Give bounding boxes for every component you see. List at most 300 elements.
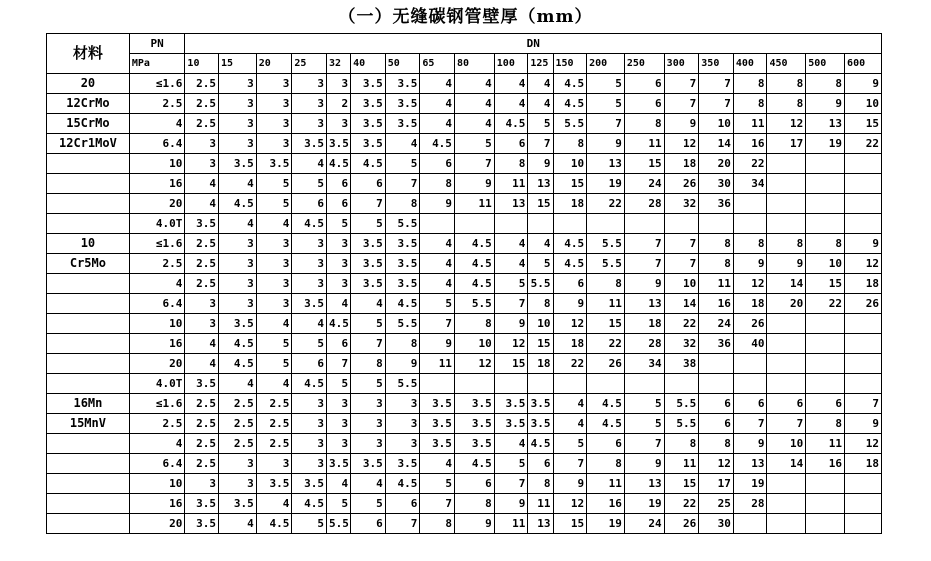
thickness-cell: 7 (494, 474, 528, 494)
thickness-cell: 3 (385, 414, 420, 434)
table-row (47, 254, 882, 274)
thickness-cell: 9 (553, 474, 587, 494)
pn-cell: 20 (129, 514, 185, 534)
thickness-cell: 4.5 (292, 374, 327, 394)
pn-cell: 4 (129, 434, 185, 454)
dn-size-cell: 80 (454, 54, 494, 74)
thickness-cell (664, 214, 699, 234)
thickness-cell: 9 (845, 234, 882, 254)
thickness-cell: 9 (733, 254, 767, 274)
thickness-cell: 3.5 (385, 234, 420, 254)
thickness-cell: 17 (699, 474, 734, 494)
thickness-cell (664, 374, 699, 394)
thickness-cell (767, 194, 806, 214)
thickness-cell (806, 474, 845, 494)
thickness-cell (733, 374, 767, 394)
thickness-cell: 40 (733, 334, 767, 354)
thickness-cell: 15 (587, 314, 625, 334)
thickness-cell: 3 (351, 414, 386, 434)
thickness-cell: 16 (699, 294, 734, 314)
material-cell (47, 514, 130, 534)
pn-cell: ≤1.6 (129, 394, 185, 414)
thickness-cell: 5 (351, 314, 386, 334)
thickness-cell: 18 (845, 274, 882, 294)
pn-cell: 16 (129, 174, 185, 194)
thickness-cell (767, 174, 806, 194)
thickness-cell: 2.5 (185, 414, 219, 434)
thickness-cell: 5.5 (385, 374, 420, 394)
thickness-cell: 9 (553, 294, 587, 314)
thickness-cell: 8 (587, 454, 625, 474)
thickness-cell: 16 (587, 494, 625, 514)
thickness-cell: 15 (624, 154, 664, 174)
thickness-cell: 18 (528, 354, 553, 374)
thickness-cell (454, 214, 494, 234)
thickness-cell: 6 (454, 474, 494, 494)
thickness-cell: 2.5 (185, 94, 219, 114)
thickness-cell (806, 314, 845, 334)
thickness-cell: 12 (494, 334, 528, 354)
thickness-cell (733, 214, 767, 234)
thickness-cell: 7 (420, 494, 455, 514)
thickness-cell: 17 (767, 134, 806, 154)
thickness-cell: 8 (664, 434, 699, 454)
thickness-cell: 5 (528, 254, 553, 274)
thickness-cell: 8 (699, 434, 734, 454)
thickness-cell: 3 (256, 94, 292, 114)
thickness-cell: 6 (733, 394, 767, 414)
thickness-cell: 7 (385, 514, 420, 534)
thickness-cell: 8 (699, 234, 734, 254)
thickness-cell (767, 494, 806, 514)
thickness-cell: 3 (292, 454, 327, 474)
thickness-cell: 3.5 (218, 314, 256, 334)
thickness-cell: 30 (699, 514, 734, 534)
pn-cell: 4 (129, 274, 185, 294)
wall-thickness-table (46, 33, 882, 534)
thickness-cell (806, 514, 845, 534)
thickness-cell: 5 (351, 214, 386, 234)
thickness-cell: 15 (845, 114, 882, 134)
thickness-cell: 5 (494, 454, 528, 474)
thickness-cell: 10 (528, 314, 553, 334)
pn-cell: 4.0T (129, 374, 185, 394)
thickness-cell: 4 (494, 94, 528, 114)
thickness-cell: 13 (733, 454, 767, 474)
dn-size-cell: 25 (292, 54, 327, 74)
thickness-cell: 14 (767, 274, 806, 294)
thickness-cell: 5 (256, 194, 292, 214)
thickness-cell: 25 (699, 494, 734, 514)
thickness-cell: 9 (767, 254, 806, 274)
thickness-cell: 5.5 (664, 414, 699, 434)
thickness-cell: 22 (587, 194, 625, 214)
thickness-cell: 26 (664, 514, 699, 534)
thickness-cell: 9 (733, 434, 767, 454)
thickness-cell: 5 (351, 374, 386, 394)
thickness-cell: 6 (420, 154, 455, 174)
thickness-cell: 3.5 (420, 394, 455, 414)
thickness-cell: 4 (385, 134, 420, 154)
thickness-cell: 20 (699, 154, 734, 174)
thickness-cell: 3.5 (185, 514, 219, 534)
pn-cell: 2.5 (129, 94, 185, 114)
thickness-cell: 28 (733, 494, 767, 514)
thickness-cell: 15 (528, 334, 553, 354)
thickness-cell: 3 (327, 114, 351, 134)
pn-cell: 10 (129, 314, 185, 334)
thickness-cell: 15 (494, 354, 528, 374)
dn-size-cell: 200 (587, 54, 625, 74)
thickness-cell: 4 (256, 314, 292, 334)
pn-cell: 4.0T (129, 214, 185, 234)
thickness-cell: 3 (218, 274, 256, 294)
thickness-cell: 4 (218, 374, 256, 394)
thickness-cell: 3.5 (385, 114, 420, 134)
material-cell (47, 274, 130, 294)
thickness-cell (767, 474, 806, 494)
dn-size-cell: 400 (733, 54, 767, 74)
thickness-cell: 12 (553, 494, 587, 514)
thickness-cell: 3 (256, 294, 292, 314)
thickness-cell: 9 (806, 94, 845, 114)
thickness-cell: 5 (420, 474, 455, 494)
pn-cell: ≤1.6 (129, 234, 185, 254)
thickness-cell: 5.5 (327, 514, 351, 534)
thickness-cell: 10 (553, 154, 587, 174)
material-cell (47, 474, 130, 494)
thickness-cell (767, 354, 806, 374)
dn-size-cell: 450 (767, 54, 806, 74)
dn-header: DN (185, 34, 882, 54)
thickness-cell: 3 (385, 394, 420, 414)
thickness-cell: 6 (494, 134, 528, 154)
thickness-cell: 3 (218, 454, 256, 474)
thickness-cell: 5.5 (553, 114, 587, 134)
thickness-cell: 28 (624, 194, 664, 214)
pn-unit: MPa (129, 54, 185, 74)
thickness-cell: 13 (494, 194, 528, 214)
thickness-cell: 6 (624, 74, 664, 94)
thickness-cell: 4 (185, 334, 219, 354)
thickness-cell: 4 (292, 154, 327, 174)
thickness-cell: 4.5 (292, 214, 327, 234)
material-cell: 16Mn (47, 394, 130, 414)
thickness-cell: 6 (553, 274, 587, 294)
thickness-cell (624, 374, 664, 394)
thickness-cell: 36 (699, 334, 734, 354)
thickness-cell: 11 (454, 194, 494, 214)
thickness-cell (845, 514, 882, 534)
thickness-cell: 18 (553, 194, 587, 214)
thickness-cell: 9 (420, 334, 455, 354)
thickness-cell: 3.5 (351, 274, 386, 294)
thickness-cell (845, 214, 882, 234)
thickness-cell: 24 (624, 514, 664, 534)
thickness-cell: 19 (733, 474, 767, 494)
thickness-cell: 4.5 (454, 234, 494, 254)
thickness-cell: 12 (454, 354, 494, 374)
thickness-cell: 2.5 (185, 74, 219, 94)
thickness-cell: 7 (664, 254, 699, 274)
thickness-cell: 3.5 (256, 154, 292, 174)
thickness-cell: 15 (553, 174, 587, 194)
thickness-cell: 18 (733, 294, 767, 314)
page-title: （一）无缝碳钢管壁厚（mm） (338, 7, 593, 27)
thickness-cell: 10 (664, 274, 699, 294)
thickness-cell: 18 (624, 314, 664, 334)
thickness-cell: 7 (845, 394, 882, 414)
thickness-cell: 6 (327, 174, 351, 194)
pn-cell: 16 (129, 334, 185, 354)
thickness-cell: 10 (845, 94, 882, 114)
thickness-cell (699, 374, 734, 394)
thickness-cell: 9 (624, 274, 664, 294)
table-row (47, 154, 882, 174)
thickness-cell (806, 154, 845, 174)
thickness-cell: 3 (327, 234, 351, 254)
thickness-cell: 2 (327, 94, 351, 114)
thickness-cell: 5.5 (385, 214, 420, 234)
thickness-cell: 3.5 (494, 414, 528, 434)
thickness-cell: 5 (624, 394, 664, 414)
thickness-cell: 9 (494, 494, 528, 514)
thickness-cell: 9 (624, 454, 664, 474)
thickness-cell: 4.5 (587, 394, 625, 414)
thickness-cell: 5 (256, 334, 292, 354)
thickness-cell: 6 (767, 394, 806, 414)
thickness-cell: 8 (528, 294, 553, 314)
thickness-cell: 11 (733, 114, 767, 134)
thickness-cell: 3 (185, 314, 219, 334)
thickness-cell: 10 (806, 254, 845, 274)
thickness-cell: 4.5 (454, 454, 494, 474)
thickness-cell: 7 (528, 134, 553, 154)
thickness-cell: 11 (664, 454, 699, 474)
thickness-cell: 4 (420, 234, 455, 254)
thickness-cell: 15 (806, 274, 845, 294)
table-row (47, 434, 882, 454)
thickness-cell: 13 (624, 294, 664, 314)
thickness-cell: 18 (845, 454, 882, 474)
thickness-cell: 4 (185, 174, 219, 194)
thickness-cell: 3 (218, 474, 256, 494)
thickness-cell: 3 (351, 394, 386, 414)
thickness-cell: 8 (767, 94, 806, 114)
thickness-cell: 3.5 (420, 414, 455, 434)
material-cell: 15MnV (47, 414, 130, 434)
thickness-cell: 7 (699, 74, 734, 94)
dn-size-cell: 300 (664, 54, 699, 74)
table-row (47, 174, 882, 194)
thickness-cell: 19 (587, 174, 625, 194)
thickness-cell: 4.5 (553, 74, 587, 94)
thickness-cell: 4.5 (218, 354, 256, 374)
thickness-cell: 4 (420, 274, 455, 294)
thickness-cell: 11 (587, 294, 625, 314)
thickness-cell: 22 (733, 154, 767, 174)
thickness-cell: 10 (454, 334, 494, 354)
thickness-cell: 22 (553, 354, 587, 374)
thickness-cell: 3 (256, 74, 292, 94)
thickness-cell: 12 (733, 274, 767, 294)
dn-size-cell: 100 (494, 54, 528, 74)
thickness-cell: 4 (420, 254, 455, 274)
thickness-cell: 12 (553, 314, 587, 334)
thickness-cell: 22 (664, 314, 699, 334)
table-row (47, 514, 882, 534)
thickness-cell: 6 (699, 394, 734, 414)
thickness-cell: 4 (494, 234, 528, 254)
thickness-cell (699, 214, 734, 234)
thickness-cell: 28 (624, 334, 664, 354)
thickness-cell: 5.5 (385, 314, 420, 334)
dn-size-cell: 50 (385, 54, 420, 74)
thickness-cell: 3 (218, 294, 256, 314)
thickness-cell: 3 (218, 134, 256, 154)
thickness-cell: 4.5 (553, 254, 587, 274)
thickness-cell: 19 (806, 134, 845, 154)
material-cell (47, 314, 130, 334)
thickness-cell: 8 (587, 274, 625, 294)
thickness-cell: 10 (767, 434, 806, 454)
thickness-cell: 6 (327, 334, 351, 354)
thickness-cell: 7 (624, 234, 664, 254)
thickness-cell: 5 (327, 214, 351, 234)
thickness-cell: 9 (845, 74, 882, 94)
table-row (47, 194, 882, 214)
thickness-cell: 4 (528, 234, 553, 254)
thickness-cell: 4 (454, 94, 494, 114)
table-row (47, 374, 882, 394)
thickness-cell: 8 (454, 494, 494, 514)
thickness-cell: 4 (420, 454, 455, 474)
thickness-cell: 5.5 (587, 234, 625, 254)
thickness-cell: 14 (664, 294, 699, 314)
thickness-cell: 4.5 (553, 234, 587, 254)
thickness-cell: 4 (218, 514, 256, 534)
thickness-cell: 4 (454, 74, 494, 94)
thickness-cell: 19 (587, 514, 625, 534)
thickness-cell: 18 (553, 334, 587, 354)
table-row (47, 394, 882, 414)
thickness-cell: 8 (806, 74, 845, 94)
thickness-cell: 22 (845, 134, 882, 154)
thickness-cell: 7 (494, 294, 528, 314)
thickness-cell: 9 (845, 414, 882, 434)
thickness-cell: 3.5 (256, 474, 292, 494)
thickness-cell: 8 (420, 174, 455, 194)
thickness-cell: 5.5 (454, 294, 494, 314)
thickness-cell: 5 (624, 414, 664, 434)
thickness-cell: 5 (256, 354, 292, 374)
thickness-cell: 7 (624, 254, 664, 274)
pn-cell: 10 (129, 474, 185, 494)
material-cell (47, 374, 130, 394)
thickness-cell: 16 (733, 134, 767, 154)
thickness-cell: 5 (351, 494, 386, 514)
thickness-cell: 3.5 (327, 134, 351, 154)
dn-size-cell: 32 (327, 54, 351, 74)
thickness-cell: 8 (385, 334, 420, 354)
thickness-cell: 14 (767, 454, 806, 474)
thickness-cell: 6 (624, 94, 664, 114)
thickness-cell: 3.5 (351, 454, 386, 474)
thickness-cell (767, 514, 806, 534)
thickness-cell: 4.5 (454, 254, 494, 274)
thickness-cell: 5 (327, 374, 351, 394)
thickness-cell: 4.5 (218, 194, 256, 214)
thickness-cell: 2.5 (185, 434, 219, 454)
thickness-cell: 15 (528, 194, 553, 214)
thickness-cell: 5 (292, 334, 327, 354)
dn-size-cell: 600 (845, 54, 882, 74)
thickness-cell: 5 (385, 154, 420, 174)
thickness-cell: 3 (218, 254, 256, 274)
thickness-cell: 4 (494, 254, 528, 274)
thickness-cell: 6 (528, 454, 553, 474)
thickness-cell: 5.5 (587, 254, 625, 274)
thickness-cell: 3.5 (351, 94, 386, 114)
thickness-cell: 3 (327, 274, 351, 294)
material-cell (47, 494, 130, 514)
thickness-cell (767, 334, 806, 354)
thickness-cell: 3 (256, 274, 292, 294)
table-row (47, 294, 882, 314)
thickness-cell: 4 (218, 174, 256, 194)
thickness-cell: 3 (385, 434, 420, 454)
dn-size-cell: 500 (806, 54, 845, 74)
thickness-cell: 4 (494, 434, 528, 454)
thickness-cell: 4.5 (494, 114, 528, 134)
thickness-cell: 3.5 (385, 74, 420, 94)
thickness-cell: 38 (664, 354, 699, 374)
dn-size-cell: 20 (256, 54, 292, 74)
thickness-cell: 2.5 (185, 114, 219, 134)
material-cell: 10 (47, 234, 130, 254)
thickness-cell: 2.5 (256, 414, 292, 434)
thickness-cell: 5.5 (664, 394, 699, 414)
thickness-cell: 3 (292, 74, 327, 94)
thickness-cell: 2.5 (256, 434, 292, 454)
thickness-cell: 4 (351, 294, 386, 314)
thickness-cell (806, 214, 845, 234)
thickness-cell: 6 (292, 194, 327, 214)
pn-cell: 10 (129, 154, 185, 174)
table-row (47, 314, 882, 334)
thickness-cell: 4.5 (420, 134, 455, 154)
thickness-cell: 4 (420, 114, 455, 134)
table-row (47, 74, 882, 94)
table-row (47, 454, 882, 474)
thickness-cell: 3.5 (327, 454, 351, 474)
thickness-cell: 3 (185, 154, 219, 174)
thickness-cell: 7 (420, 314, 455, 334)
thickness-cell: 7 (767, 414, 806, 434)
dn-size-cell: 10 (185, 54, 219, 74)
thickness-cell: 26 (587, 354, 625, 374)
thickness-cell: 22 (587, 334, 625, 354)
thickness-cell: 6 (351, 174, 386, 194)
thickness-cell: 3 (327, 414, 351, 434)
thickness-cell: 6 (327, 194, 351, 214)
thickness-cell (806, 494, 845, 514)
table-row (47, 114, 882, 134)
thickness-cell (806, 354, 845, 374)
material-cell (47, 194, 130, 214)
thickness-cell (733, 194, 767, 214)
thickness-cell: 4 (327, 474, 351, 494)
